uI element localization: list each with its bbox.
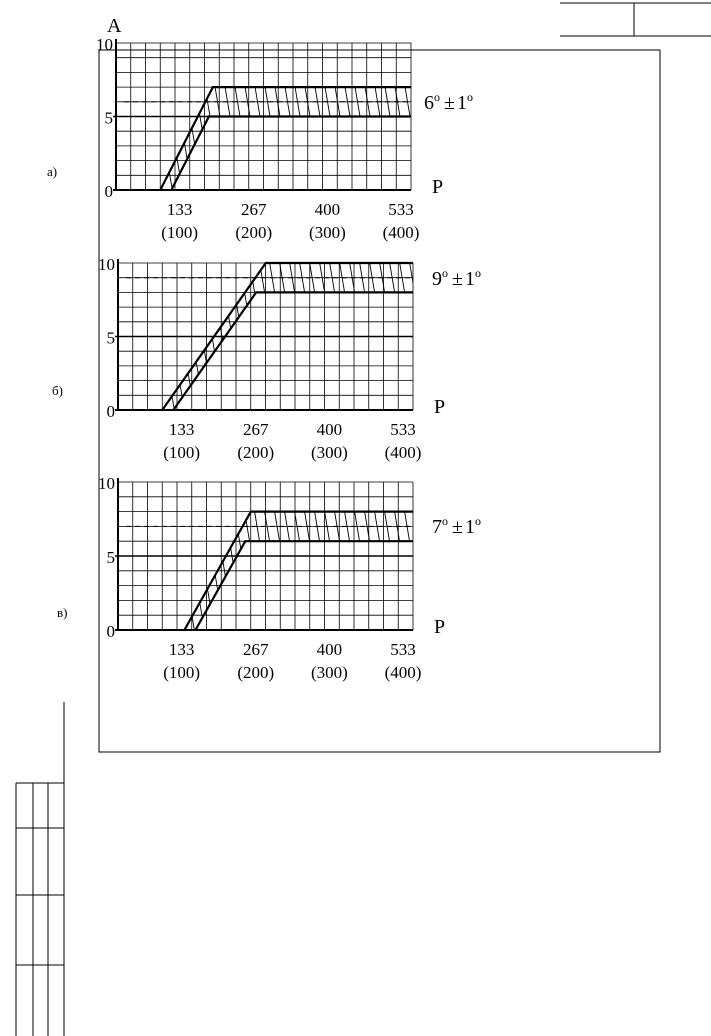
- x-axis-letter: P: [434, 616, 446, 638]
- hatch-line: [626, 33, 654, 200]
- x-axis-letter: P: [434, 396, 446, 418]
- hatch-line: [558, 253, 586, 420]
- hatch-line: [468, 472, 496, 640]
- x-tick-sublabel: (100): [161, 223, 199, 242]
- hatch-line: [578, 472, 606, 640]
- chart-v: [0, 472, 711, 682]
- hatch-line: [528, 253, 556, 420]
- hatch-line: [618, 472, 646, 640]
- tolerance-annotation: [424, 90, 473, 114]
- hatch-line: [488, 472, 516, 640]
- hatch-line: [0, 253, 16, 420]
- hatch-line: [498, 253, 526, 420]
- x-tick-label: 400: [314, 200, 341, 219]
- hatch-line: [436, 33, 464, 200]
- hatch-line: [596, 33, 624, 200]
- hatch-line: [516, 33, 544, 200]
- hatch-line: [508, 253, 536, 420]
- annotation-degree: о: [434, 90, 440, 104]
- hatch-line: [78, 253, 106, 420]
- hatch-line: [616, 33, 644, 200]
- hatch-line: [76, 33, 104, 200]
- hatch-line: [608, 253, 636, 420]
- annotation-degree: о: [442, 514, 448, 528]
- hatch-line: [458, 472, 486, 640]
- y-axis-letter: А: [107, 15, 122, 37]
- x-tick-label: 533: [390, 420, 416, 439]
- hatch-line: [0, 253, 6, 420]
- y-tick-label: 5: [104, 108, 113, 128]
- y-tick-label: 5: [106, 548, 115, 567]
- hatch-line: [498, 472, 526, 640]
- hatch-line: [668, 253, 696, 420]
- tolerance-annotation: [432, 266, 481, 290]
- hatch-line: [548, 472, 576, 640]
- hatch-line: [428, 472, 456, 640]
- x-tick-sublabel: (400): [382, 223, 420, 242]
- hatch-line: [528, 472, 556, 640]
- annotation-degree: о: [466, 90, 473, 104]
- hatch-line: [466, 33, 494, 200]
- hatch-line: [688, 253, 711, 420]
- hatch-line: [456, 33, 484, 200]
- hatch-line: [488, 253, 516, 420]
- x-tick-sublabel: (200): [237, 443, 275, 462]
- hatch-line: [538, 253, 566, 420]
- hatch-line: [608, 472, 636, 640]
- x-tick-sublabel: (100): [163, 663, 201, 682]
- hatch-line: [6, 33, 34, 200]
- x-tick-sublabel: (400): [384, 663, 422, 682]
- x-tick-sublabel: (300): [308, 223, 346, 242]
- hatch-line: [648, 253, 676, 420]
- part-label: а): [47, 164, 58, 179]
- hatch-line: [0, 472, 16, 640]
- hatch-line: [638, 472, 666, 640]
- hatch-line: [486, 33, 514, 200]
- annotation-degree: о: [474, 514, 481, 528]
- hatch-line: [538, 472, 566, 640]
- y-tick-label: 10: [96, 35, 113, 54]
- hatch-line: [426, 33, 454, 200]
- annotation-tolerance: 1: [456, 92, 467, 114]
- hatch-line: [558, 472, 586, 640]
- hatch-line: [588, 253, 616, 420]
- y-tick-label: 0: [104, 182, 113, 201]
- y-tick-label: 10: [98, 255, 115, 274]
- x-tick-sublabel: (400): [384, 443, 422, 462]
- hatch-line: [658, 472, 686, 640]
- hatch-line: [478, 472, 506, 640]
- hatch-line: [66, 33, 94, 200]
- y-tick-label: 0: [106, 402, 115, 421]
- hatch-line: [648, 472, 676, 640]
- annotation-tolerance: 1: [464, 516, 475, 538]
- hatch-line: [556, 33, 584, 200]
- hatch-line: [658, 253, 686, 420]
- hatch-line: [518, 472, 546, 640]
- x-tick-sublabel: (300): [310, 443, 348, 462]
- hatch-line: [706, 33, 711, 200]
- hatch-line: [686, 33, 711, 200]
- sheet-frame: [16, 3, 711, 1036]
- hatch-line: [698, 253, 711, 420]
- x-tick-label: 400: [316, 640, 343, 659]
- hatch-line: [28, 472, 56, 640]
- hatch-line: [8, 472, 36, 640]
- x-tick-label: 133: [166, 200, 193, 219]
- hatch-line: [576, 33, 604, 200]
- part-label: б): [52, 383, 63, 398]
- y-tick-label: 5: [106, 328, 115, 348]
- hatch-line: [0, 33, 4, 200]
- hatch-line: [0, 33, 24, 200]
- hatch-line: [606, 33, 634, 200]
- hatch-line: [666, 33, 694, 200]
- x-axis-letter: P: [432, 176, 444, 198]
- hatch-line: [56, 33, 84, 200]
- hatch-line: [8, 253, 36, 420]
- hatch-line: [548, 253, 576, 420]
- hatch-line: [578, 253, 606, 420]
- hatch-line: [68, 253, 96, 420]
- hatch-line: [0, 472, 6, 640]
- hatch-line: [18, 472, 46, 640]
- hatch-line: [418, 472, 446, 640]
- hatch-line: [688, 472, 711, 640]
- x-tick-sublabel: (200): [235, 223, 273, 242]
- x-tick-sublabel: (100): [163, 443, 201, 462]
- x-tick-label: 267: [243, 420, 269, 439]
- hatch-line: [678, 253, 706, 420]
- hatch-line: [18, 253, 46, 420]
- hatch-line: [438, 472, 466, 640]
- hatch-line: [476, 33, 504, 200]
- chart-b: [0, 253, 711, 462]
- hatch-line: [506, 33, 534, 200]
- x-tick-label: 533: [390, 640, 416, 659]
- hatch-line: [618, 253, 646, 420]
- annotation-pm: ±: [452, 516, 463, 538]
- annotation-pm: ±: [444, 92, 455, 114]
- hatch-line: [566, 33, 594, 200]
- hatch-line: [568, 472, 596, 640]
- hatch-line: [496, 33, 524, 200]
- hatch-line: [78, 472, 106, 640]
- hatch-line: [508, 472, 536, 640]
- annotation-tolerance: 1: [464, 268, 475, 290]
- hatch-line: [668, 472, 696, 640]
- x-tick-sublabel: (300): [310, 663, 348, 682]
- hatch-line: [68, 472, 96, 640]
- y-tick-label: 10: [98, 474, 115, 493]
- hatch-line: [448, 472, 476, 640]
- hatch-line: [0, 33, 14, 200]
- hatch-line: [568, 253, 596, 420]
- hatch-line: [478, 253, 506, 420]
- hatch-line: [696, 33, 711, 200]
- x-tick-label: 400: [316, 420, 343, 439]
- hatch-line: [628, 472, 656, 640]
- hatch-line: [676, 33, 704, 200]
- hatch-line: [416, 33, 444, 200]
- hatch-line: [0, 253, 26, 420]
- hatch-line: [628, 253, 656, 420]
- hatch-line: [698, 472, 711, 640]
- x-tick-label: 133: [168, 640, 195, 659]
- hatch-line: [16, 33, 44, 200]
- annotation-value: 9: [432, 268, 442, 290]
- annotation-degree: о: [442, 266, 448, 280]
- hatch-line: [638, 253, 666, 420]
- band-lower-edge: [171, 117, 411, 191]
- hatch-line: [446, 33, 474, 200]
- annotation-value: 7: [432, 516, 442, 538]
- hatch-line: [526, 33, 554, 200]
- x-tick-label: 533: [388, 200, 414, 219]
- annotation-pm: ±: [452, 268, 463, 290]
- x-tick-label: 267: [243, 640, 269, 659]
- part-label: в): [57, 605, 68, 620]
- annotation-value: 6: [424, 92, 434, 114]
- hatch-line: [678, 472, 706, 640]
- tolerance-annotation: [432, 514, 481, 538]
- hatch-line: [546, 33, 574, 200]
- chart-a: [0, 33, 711, 242]
- hatch-line: [588, 472, 616, 640]
- x-tick-label: 133: [168, 420, 195, 439]
- x-tick-label: 267: [241, 200, 267, 219]
- x-tick-sublabel: (200): [237, 663, 275, 682]
- hatch-line: [518, 253, 546, 420]
- hatch-line: [0, 472, 26, 640]
- hatch-line: [598, 472, 626, 640]
- hatch-line: [598, 253, 626, 420]
- hatch-line: [586, 33, 614, 200]
- y-tick-label: 0: [106, 622, 115, 641]
- annotation-degree: о: [474, 266, 481, 280]
- hatch-line: [536, 33, 564, 200]
